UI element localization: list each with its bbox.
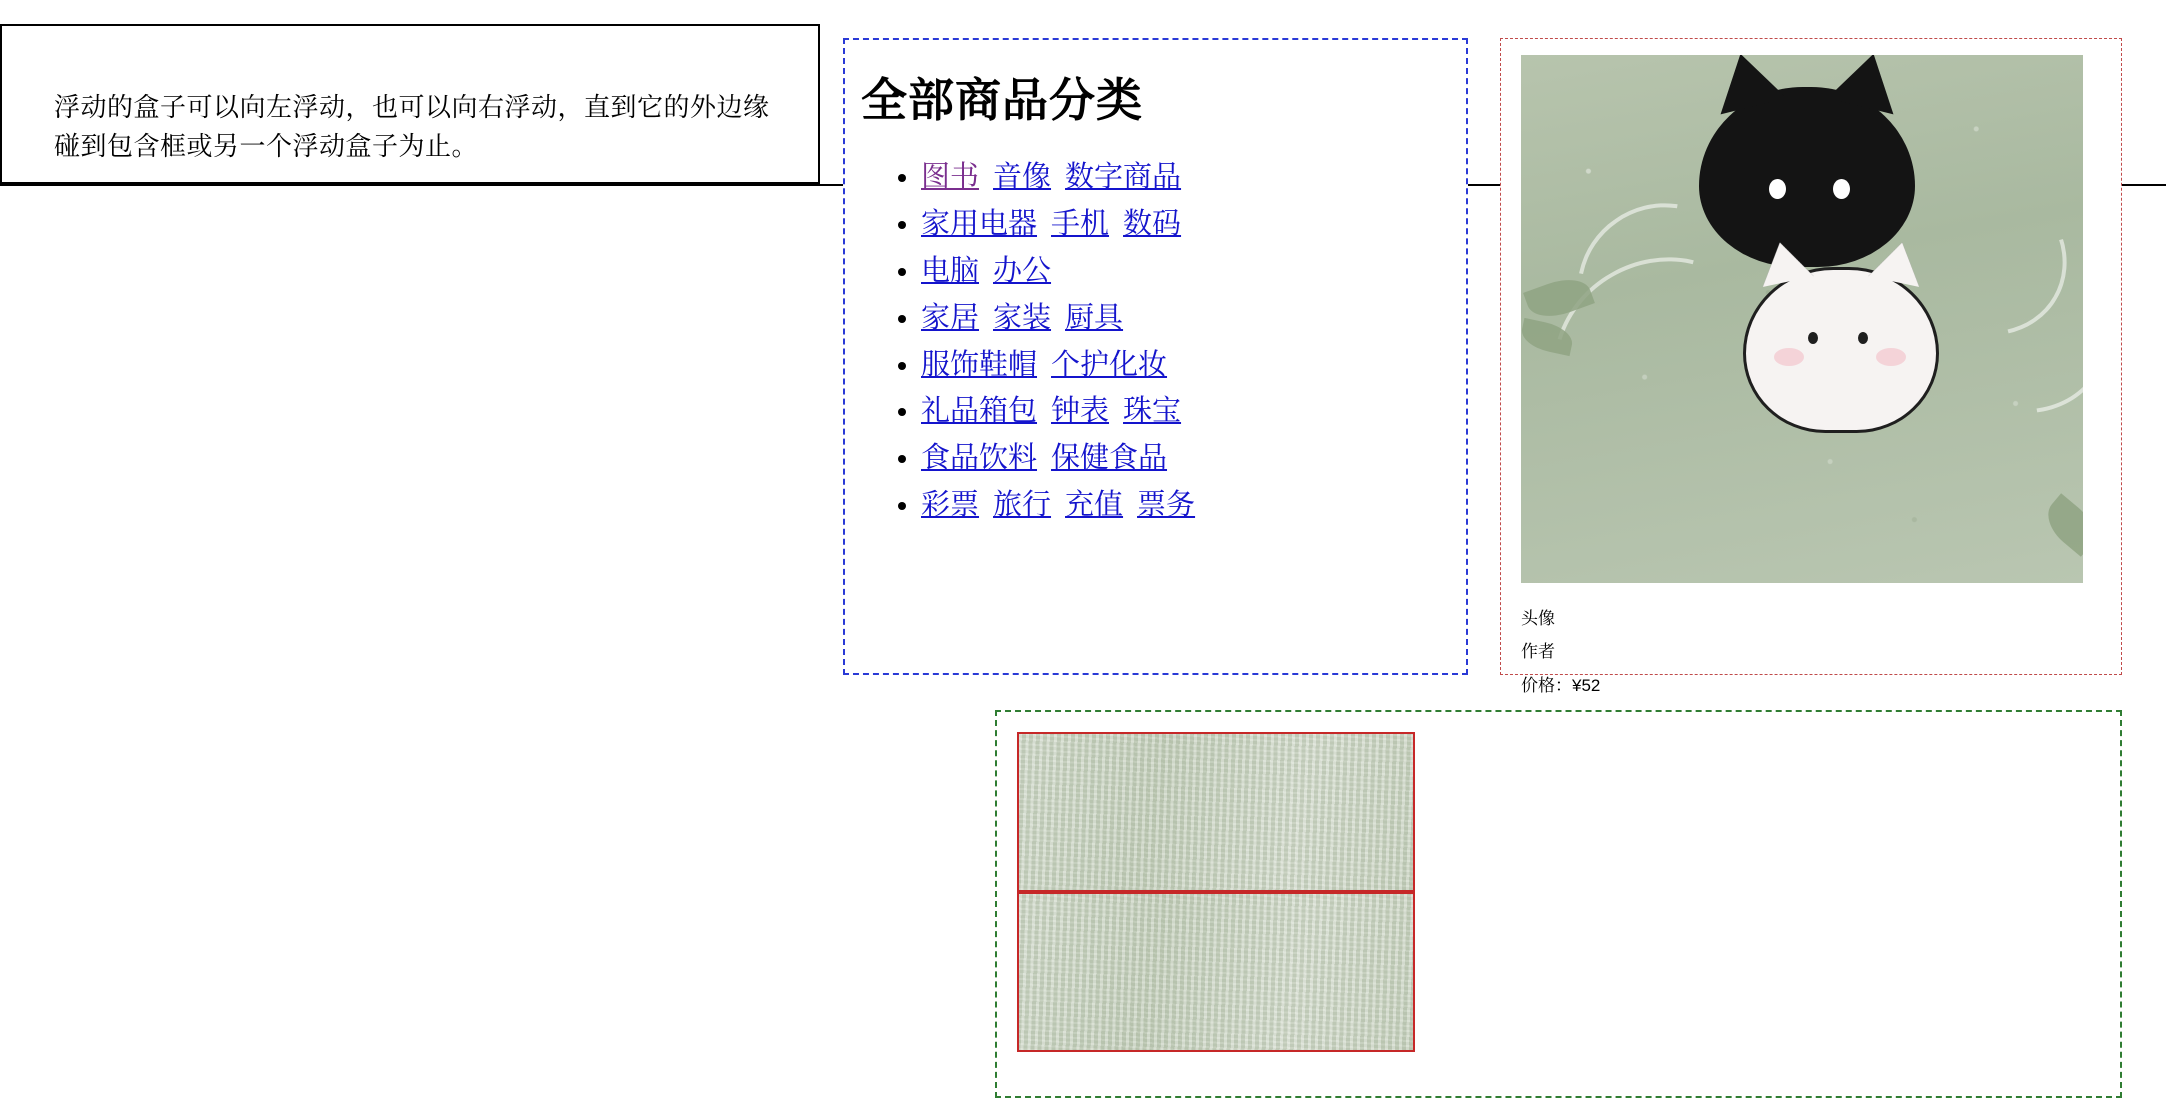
cat-blush-icon — [1876, 348, 1906, 366]
category-link[interactable]: 办公 — [993, 254, 1052, 287]
list-item — [921, 209, 1466, 241]
category-link[interactable]: 礼品箱包 — [921, 395, 1038, 428]
category-list — [845, 162, 1466, 522]
category-link[interactable]: 家居 — [921, 301, 980, 334]
list-item — [921, 162, 1466, 194]
category-link[interactable]: 厨具 — [1065, 301, 1124, 334]
list-item — [921, 443, 1466, 475]
category-link[interactable]: 珠宝 — [1123, 395, 1182, 428]
bottom-panel — [995, 710, 2122, 1098]
category-link[interactable]: 家装 — [993, 301, 1052, 334]
category-link[interactable]: 服饰鞋帽 — [921, 348, 1038, 381]
category-link[interactable]: 音像 — [993, 161, 1052, 193]
category-link[interactable]: 家用电器 — [921, 207, 1038, 240]
cat-eye-icon — [1808, 332, 1818, 344]
product-caption: 头像 — [1521, 609, 1555, 628]
cat-eye-icon — [1833, 179, 1850, 199]
category-link[interactable]: 图书 — [921, 161, 980, 193]
texture-image[interactable] — [1017, 892, 1415, 1052]
category-panel — [843, 38, 1468, 675]
description-text: 浮动的盒子可以向左浮动，也可以向右浮动，直到它的外边缘碰到包含框或另一个浮动盒子为止。 — [54, 92, 770, 161]
cat-eye-icon — [1769, 179, 1786, 199]
list-item — [921, 303, 1466, 335]
list-item — [921, 396, 1466, 428]
product-author: 作者 — [1521, 642, 1555, 661]
page-title: 全部商品分类 — [861, 74, 1143, 126]
leaf-icon — [2038, 493, 2083, 557]
product-price: 价格：¥52 — [1521, 676, 1601, 695]
category-link[interactable]: 旅行 — [993, 489, 1052, 522]
category-link[interactable]: 钟表 — [1051, 395, 1110, 428]
list-item — [921, 256, 1466, 288]
category-link[interactable]: 个护化妆 — [1051, 348, 1168, 381]
cat-blush-icon — [1774, 348, 1804, 366]
category-link[interactable]: 食品饮料 — [921, 442, 1038, 475]
category-link[interactable]: 充值 — [1065, 489, 1124, 522]
category-link[interactable]: 手机 — [1051, 207, 1110, 240]
description-box — [0, 24, 820, 184]
category-link[interactable]: 数字商品 — [1065, 161, 1182, 193]
white-cat-illustration — [1743, 267, 1939, 433]
texture-image[interactable] — [1017, 732, 1415, 892]
category-link[interactable]: 彩票 — [921, 489, 980, 522]
product-card — [1500, 38, 2122, 695]
product-image[interactable] — [1521, 55, 2083, 583]
cat-eye-icon — [1858, 332, 1868, 344]
category-link[interactable]: 数码 — [1123, 207, 1182, 240]
category-link[interactable]: 票务 — [1137, 489, 1196, 522]
list-item — [921, 350, 1466, 382]
list-item — [921, 490, 1466, 522]
category-link[interactable]: 电脑 — [921, 254, 980, 287]
category-link[interactable]: 保健食品 — [1051, 442, 1168, 475]
